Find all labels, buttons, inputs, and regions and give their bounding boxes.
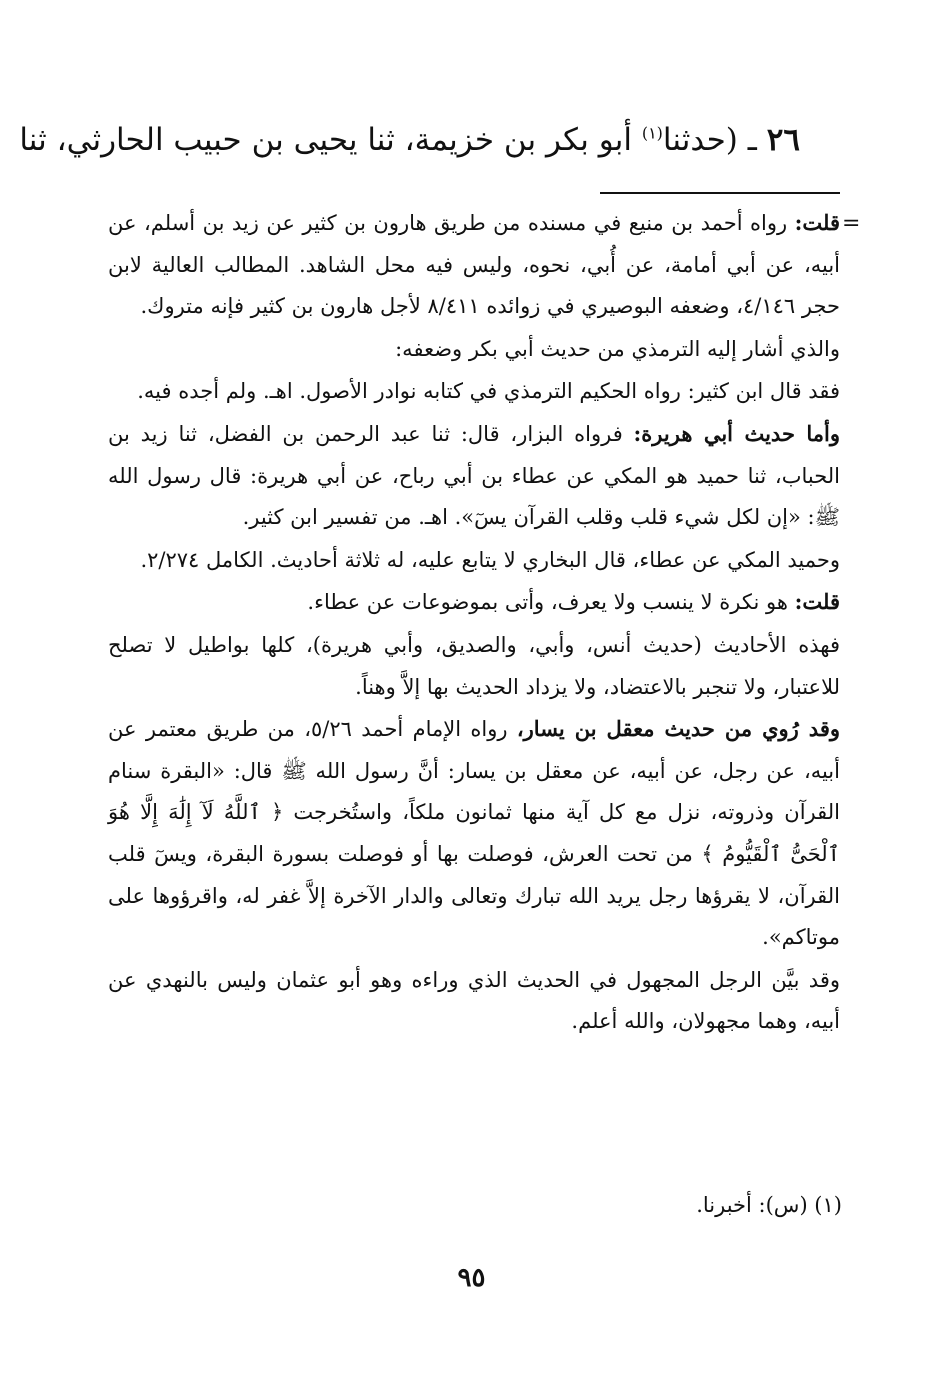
hadith-text-start: (حدثنا <box>662 122 738 158</box>
hadith-number: ٢٦ <box>766 122 800 158</box>
hadith-dash: ـ <box>747 122 757 158</box>
note-text: رواه الإمام أحمد ٥/٢٦، من طريق معتمر عن أبيه، عن رجل، عن أبيه، عن معقل بن يسار: أنَّ رسول الله ﷺ قال: «البقرة سنام القرآن وذروته، نزل مع كل آية منها ثمانون ملكاً، واستُخرجت ﴿ ٱللَّهُ لَآ إِلَٰهَ إِلَّا هُوَ ٱلْحَىُّ ٱلْقَيُّومُ ﴾ من تحت العرش، فوصلت بها أو فوصلت بسورة البقرة، ويسٓ قلب القرآن، لا يقرؤها رجل يريد الله تبارك وتعالى والدار الآخرة إلاَّ غفر له، واقرؤوها على موتاكم». <box>108 717 840 950</box>
page-number: ٩٥ <box>457 1263 486 1293</box>
note-lead: قلت: <box>794 589 840 615</box>
note-text: وحميد المكي عن عطاء، قال البخاري لا يتابع عليه، له ثلاثة أحاديث. الكامل ٢/٢٧٤. <box>140 547 840 572</box>
note-paragraph <box>108 708 840 959</box>
note-text: فقد قال ابن كثير: رواه الحكيم الترمذي في كتابه نوادر الأصول. اهـ. ولم أجده فيه. <box>137 379 840 404</box>
continuation-mark: = <box>842 211 861 236</box>
hadith-heading <box>19 118 800 162</box>
note-text: رواه أحمد بن منيع في مسنده من طريق هارون بن كثير عن زيد بن أسلم، عن أبيه، عن أبي أمامة، عن أُبي، نحوه، وليس فيه محل الشاهد. المطالب العالية لابن حجر ٤/١٤٦، وضعفه البوصيري في زوائده ٨/٤١١ لأجل هارون بن كثير فإنه متروك. <box>108 211 840 319</box>
commentary-notes <box>108 202 840 1043</box>
footnote: (١) (س): أخبرنا. <box>696 1193 842 1217</box>
note-paragraph <box>108 413 840 539</box>
note-paragraph <box>108 370 840 413</box>
note-paragraph <box>108 202 840 328</box>
note-text: فرواه البزار، قال: ثنا عبد الرحمن بن الفضل، ثنا زيد بن الحباب، ثنا حميد هو المكي عن عطاء بن أبي رباح، عن أبي هريرة: قال رسول الله ﷺ: «إن لكل شيء قلب وقلب القرآن يسٓ». اهـ. من تفسير ابن كثير. <box>108 421 840 530</box>
note-lead: وقد رُوي من حديث معقل بن يسار، <box>516 716 841 742</box>
note-text: فهذه الأحاديث (حديث أنس، وأبي، والصديق، وأبي هريرة)، كلها بواطيل لا تصلح للاعتبار، ولا تنجبر بالاعتضاد، ولا يزداد الحديث بها إلاَّ وهناً. <box>108 632 840 699</box>
note-paragraph <box>108 328 840 371</box>
footnote-separator <box>600 192 840 194</box>
note-text: وقد بيَّن الرجل المجهول في الحديث الذي وراءه وهو أبو عثمان وليس بالنهدي عن أبيه، وهما مجهولان، والله أعلم. <box>108 967 840 1034</box>
note-lead: وأما حديث أبي هريرة: <box>633 420 840 446</box>
note-text: هو نكرة لا ينسب ولا يعرف، وأتى بموضوعات عن عطاء. <box>307 590 795 615</box>
note-paragraph <box>108 959 840 1043</box>
note-paragraph <box>108 539 840 582</box>
note-lead: قلت: <box>794 210 840 235</box>
hadith-text-rest: أبو بكر بن خزيمة، ثنا يحيى بن حبيب الحارثي، ثنا <box>19 122 642 158</box>
footnote-reference[interactable]: (١) <box>641 123 663 143</box>
note-paragraph <box>108 581 840 624</box>
note-text: والذي أشار إليه الترمذي من حديث أبي بكر وضعفه: <box>395 336 840 361</box>
note-paragraph <box>108 624 840 708</box>
